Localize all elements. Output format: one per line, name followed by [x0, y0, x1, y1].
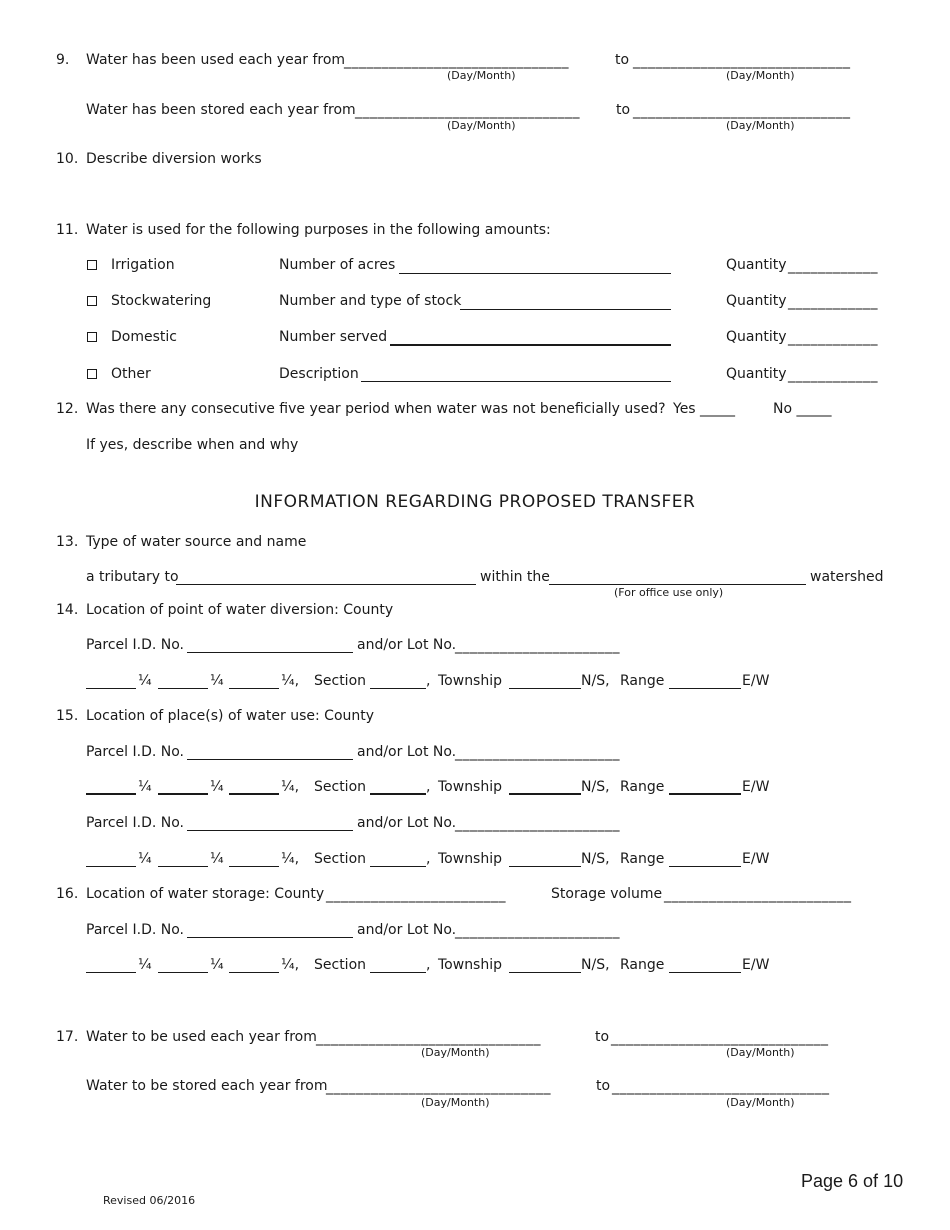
- day-month-hint: (Day/Month): [726, 69, 795, 82]
- quantity-field[interactable]: ____________: [788, 367, 878, 383]
- tributary-field[interactable]: [176, 584, 476, 585]
- item-15-number: 15.: [56, 708, 79, 724]
- comma: ,: [426, 957, 431, 973]
- quarter-field[interactable]: [86, 972, 136, 973]
- quarter-field[interactable]: [229, 688, 279, 689]
- township-field[interactable]: [509, 866, 581, 867]
- item-17-number: 17.: [56, 1029, 79, 1045]
- ns-label: N/S,: [581, 851, 610, 867]
- page-number: Page 6 of 10: [801, 1171, 904, 1191]
- day-month-hint: (Day/Month): [726, 1046, 795, 1059]
- quarter-symbol: ¼: [210, 673, 224, 689]
- quantity-field[interactable]: ____________: [788, 258, 878, 274]
- diversion-works-label: Describe diversion works: [86, 151, 262, 167]
- parcel-id-field[interactable]: [187, 830, 353, 831]
- quantity-label: Quantity: [726, 366, 787, 382]
- yes-field[interactable]: Yes _____: [673, 401, 736, 417]
- day-month-hint: (Day/Month): [421, 1096, 490, 1109]
- five-year-question: Was there any consecutive five year period when water was not beneficially used?: [86, 401, 666, 417]
- range-label: Range: [620, 673, 665, 689]
- water-to-be-stored-from-field[interactable]: ______________________________: [326, 1079, 551, 1095]
- township-field[interactable]: [509, 688, 581, 689]
- to-label: to: [595, 1029, 610, 1045]
- day-month-hint: (Day/Month): [447, 69, 516, 82]
- section-label: Section: [314, 779, 367, 795]
- number-served-field[interactable]: [390, 344, 671, 346]
- range-field[interactable]: [669, 688, 741, 689]
- water-used-label: Water has been used each year from: [86, 52, 346, 68]
- comma: ,: [426, 673, 431, 689]
- to-label: to: [616, 102, 631, 118]
- quarter-symbol: ¼,: [281, 779, 300, 795]
- comma: ,: [426, 779, 431, 795]
- quantity-label: Quantity: [726, 293, 787, 309]
- watershed-label: watershed: [810, 569, 884, 585]
- parcel-id-label: Parcel I.D. No.: [86, 815, 184, 831]
- day-month-hint: (Day/Month): [421, 1046, 490, 1059]
- section-label: Section: [314, 957, 367, 973]
- range-label: Range: [620, 957, 665, 973]
- item-10-number: 10.: [56, 151, 79, 167]
- no-field[interactable]: No _____: [773, 401, 832, 417]
- quarter-symbol: ¼,: [281, 851, 300, 867]
- section-label: Section: [314, 673, 367, 689]
- quarter-field[interactable]: [158, 688, 208, 689]
- quarter-field[interactable]: [158, 972, 208, 973]
- lot-no-field[interactable]: ______________________: [455, 745, 620, 761]
- storage-location-label: Location of water storage: County: [86, 886, 325, 902]
- quarter-field[interactable]: [86, 688, 136, 689]
- ew-label: E/W: [742, 779, 770, 795]
- township-label: Township: [438, 851, 503, 867]
- item-16-number: 16.: [56, 886, 79, 902]
- day-month-hint: (Day/Month): [726, 119, 795, 132]
- domestic-checkbox[interactable]: [87, 332, 97, 342]
- other-checkbox[interactable]: [87, 369, 97, 379]
- section-heading: INFORMATION REGARDING PROPOSED TRANSFER: [254, 492, 696, 512]
- water-to-be-used-from-field[interactable]: ______________________________: [316, 1030, 541, 1046]
- quarter-field[interactable]: [229, 866, 279, 867]
- ns-label: N/S,: [581, 957, 610, 973]
- water-use-location-label: Location of place(s) of water use: County: [86, 708, 375, 724]
- ew-label: E/W: [742, 851, 770, 867]
- purpose-label: Other: [111, 366, 151, 382]
- lot-no-label: and/or Lot No.: [357, 637, 457, 653]
- within-label: within the: [480, 569, 550, 585]
- to-label: to: [615, 52, 630, 68]
- lot-no-field[interactable]: ______________________: [455, 923, 620, 939]
- quarter-field[interactable]: [229, 793, 279, 795]
- parcel-id-field[interactable]: [187, 652, 353, 653]
- quarter-field[interactable]: [86, 793, 136, 795]
- water-to-be-used-to-field[interactable]: _____________________________: [611, 1030, 829, 1046]
- range-label: Range: [620, 851, 665, 867]
- quarter-field[interactable]: [158, 793, 208, 795]
- quarter-field[interactable]: [229, 972, 279, 973]
- section-field[interactable]: [370, 793, 426, 795]
- quarter-symbol: ¼,: [281, 957, 300, 973]
- item-13-number: 13.: [56, 534, 79, 550]
- lot-no-field[interactable]: ______________________: [455, 638, 620, 654]
- purpose-detail-label: Description: [279, 366, 359, 382]
- ew-label: E/W: [742, 957, 770, 973]
- lot-no-label: and/or Lot No.: [357, 815, 457, 831]
- parcel-id-label: Parcel I.D. No.: [86, 922, 184, 938]
- quarter-symbol: ¼,: [281, 673, 300, 689]
- section-field[interactable]: [370, 972, 426, 973]
- purpose-label: Domestic: [111, 329, 177, 345]
- section-field[interactable]: [370, 688, 426, 689]
- quantity-label: Quantity: [726, 329, 787, 345]
- quantity-label: Quantity: [726, 257, 787, 273]
- comma: ,: [426, 851, 431, 867]
- water-stored-to-field[interactable]: _____________________________: [633, 103, 851, 119]
- item-12-number: 12.: [56, 401, 79, 417]
- if-yes-label: If yes, describe when and why: [86, 437, 299, 453]
- parcel-id-field[interactable]: [187, 759, 353, 760]
- irrigation-checkbox[interactable]: [87, 260, 97, 270]
- quarter-symbol: ¼: [138, 779, 152, 795]
- township-field[interactable]: [509, 793, 581, 795]
- township-field[interactable]: [509, 972, 581, 973]
- range-label: Range: [620, 779, 665, 795]
- to-label: to: [596, 1078, 611, 1094]
- stockwatering-checkbox[interactable]: [87, 296, 97, 306]
- range-field[interactable]: [669, 793, 741, 795]
- quarter-symbol: ¼: [210, 851, 224, 867]
- office-use-hint: (For office use only): [614, 586, 724, 599]
- township-label: Township: [438, 673, 503, 689]
- quarter-symbol: ¼: [210, 779, 224, 795]
- item-11-number: 11.: [56, 222, 79, 238]
- township-label: Township: [438, 779, 503, 795]
- quarter-field[interactable]: [86, 866, 136, 867]
- purpose-detail-label: Number of acres: [279, 257, 396, 273]
- stock-type-field[interactable]: [460, 309, 671, 310]
- water-stored-label: Water has been stored each year from: [86, 102, 356, 118]
- quarter-symbol: ¼: [138, 957, 152, 973]
- lot-no-label: and/or Lot No.: [357, 922, 457, 938]
- item-14-number: 14.: [56, 602, 79, 618]
- water-used-to-field[interactable]: _____________________________: [633, 53, 851, 69]
- lot-no-label: and/or Lot No.: [357, 744, 457, 760]
- quarter-symbol: ¼: [138, 851, 152, 867]
- storage-county-field[interactable]: ________________________: [326, 887, 506, 903]
- quantity-field[interactable]: ____________: [788, 294, 878, 310]
- purpose-detail-label: Number served: [279, 329, 388, 345]
- water-source-label: Type of water source and name: [86, 534, 307, 550]
- ns-label: N/S,: [581, 779, 610, 795]
- day-month-hint: (Day/Month): [447, 119, 516, 132]
- parcel-id-label: Parcel I.D. No.: [86, 744, 184, 760]
- number-of-acres-field[interactable]: [399, 273, 671, 274]
- ew-label: E/W: [742, 673, 770, 689]
- purposes-label: Water is used for the following purposes in the following amounts:: [86, 222, 551, 238]
- section-field[interactable]: [370, 866, 426, 867]
- diversion-location-label: Location of point of water diversion: County: [86, 602, 394, 618]
- quarter-symbol: ¼: [138, 673, 152, 689]
- item-9-number: 9.: [56, 52, 70, 68]
- quarter-symbol: ¼: [210, 957, 224, 973]
- revised-date: Revised 06/2016: [103, 1194, 196, 1207]
- day-month-hint: (Day/Month): [726, 1096, 795, 1109]
- water-used-from-field[interactable]: ______________________________: [344, 53, 569, 69]
- water-to-be-stored-label: Water to be stored each year from: [86, 1078, 328, 1094]
- section-label: Section: [314, 851, 367, 867]
- parcel-id-label: Parcel I.D. No.: [86, 637, 184, 653]
- purpose-detail-label: Number and type of stock: [279, 293, 462, 309]
- purpose-label: Irrigation: [111, 257, 175, 273]
- description-field[interactable]: [361, 381, 671, 382]
- storage-volume-field[interactable]: _________________________: [664, 887, 852, 903]
- ns-label: N/S,: [581, 673, 610, 689]
- township-label: Township: [438, 957, 503, 973]
- purpose-label: Stockwatering: [111, 293, 212, 309]
- quarter-field[interactable]: [158, 866, 208, 867]
- range-field[interactable]: [669, 972, 741, 973]
- water-to-be-stored-to-field[interactable]: _____________________________: [612, 1079, 830, 1095]
- parcel-id-field[interactable]: [187, 937, 353, 938]
- water-stored-from-field[interactable]: ______________________________: [355, 103, 580, 119]
- storage-volume-label: Storage volume: [551, 886, 663, 902]
- lot-no-field[interactable]: ______________________: [455, 816, 620, 832]
- watershed-field[interactable]: [549, 584, 806, 585]
- tributary-label: a tributary to: [86, 569, 179, 585]
- quantity-field[interactable]: ____________: [788, 330, 878, 346]
- water-to-be-used-label: Water to be used each year from: [86, 1029, 317, 1045]
- range-field[interactable]: [669, 866, 741, 867]
